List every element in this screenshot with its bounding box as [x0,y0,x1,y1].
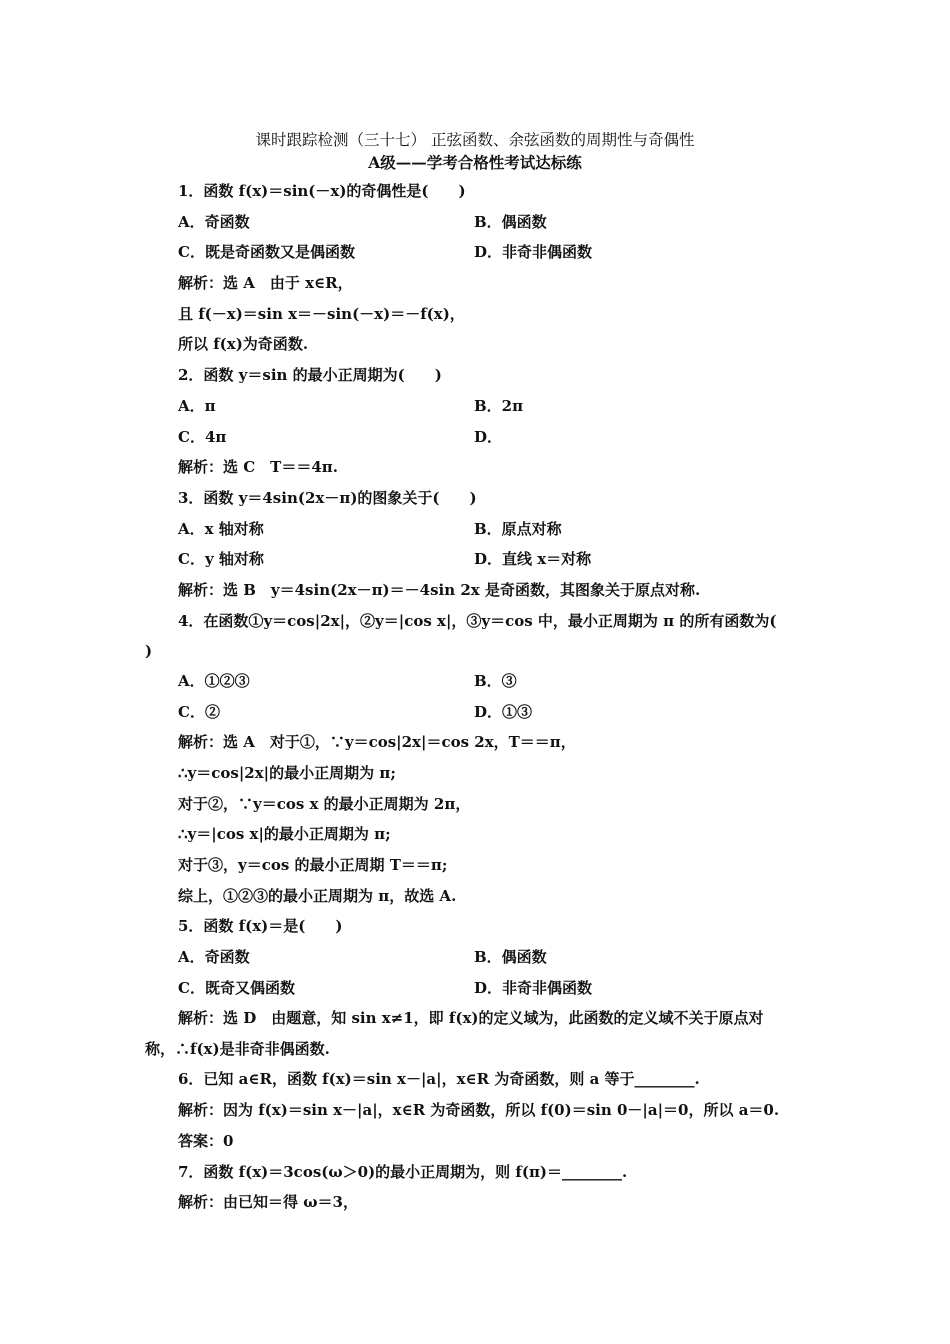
question-1-solution-line: 且 f(－x)＝sin x＝－sin(－x)＝－f(x)， [178,305,465,323]
section-title: A级——学考合格性考试达标练 [368,153,582,172]
question-1-option-c: C．既是奇函数又是偶函数 [178,243,355,261]
question-4-stem-continued: ) [145,642,153,660]
document-title: 课时跟踪检测（三十七） 正弦函数、余弦函数的周期性与奇偶性 [255,131,695,149]
question-1-option-b: B．偶函数 [474,213,547,231]
question-1-solution-line: 解析：选 A 由于 x∈R， [178,274,353,292]
question-6-answer: 答案：0 [178,1132,234,1150]
question-4-solution-line: 对于②，∵y＝cos x 的最小正周期为 2π， [178,795,471,813]
question-2-option-a: A．π [178,397,216,415]
question-1-stem: 1．函数 f(x)＝sin(－x)的奇偶性是( ) [178,182,466,200]
question-5-option-d: D．非奇非偶函数 [474,979,593,997]
question-4-option-d: D．①③ [474,703,533,721]
question-4-solution-line: 解析：选 A 对于①，∵y＝cos|2x|＝cos 2x，T＝＝π， [178,733,576,751]
question-4-solution-line: 综上，①②③的最小正周期为 π，故选 A. [178,887,457,905]
question-1-option-d: D．非奇非偶函数 [474,243,593,261]
question-4-solution-line: ∴y＝cos|2x|的最小正周期为 π; [178,764,396,782]
question-7-stem: 7．函数 f(x)＝3cos(ω＞0)的最小正周期为，则 f(π)＝________. [178,1163,628,1181]
question-6-stem: 6．已知 a∈R，函数 f(x)＝sin x－|a|，x∈R 为奇函数，则 a 等于________. [178,1070,700,1088]
question-2-option-d: D． [474,428,503,446]
question-4-option-c: C．② [178,703,220,721]
question-3-option-c: C．y 轴对称 [178,550,264,568]
question-6-solution-line: 解析：因为 f(x)＝sin x－|a|，x∈R 为奇函数，所以 f(0)＝sin 0－|a|＝0，所以 a＝0. [178,1101,780,1119]
question-3-option-b: B．原点对称 [474,520,562,538]
question-5-option-b: B．偶函数 [474,948,547,966]
question-3-option-a: A．x 轴对称 [178,520,264,538]
question-2-option-c: C．4π [178,428,227,446]
question-5-stem: 5．函数 f(x)＝是( ) [178,917,343,935]
question-5-option-c: C．既奇又偶函数 [178,979,295,997]
question-5-solution-line: 称，∴f(x)是非奇非偶函数. [145,1040,330,1058]
question-3-stem: 3．函数 y＝4sin(2x－π)的图象关于( ) [178,489,477,507]
question-7-solution-line: 解析：由已知＝得 ω＝3， [178,1193,358,1211]
question-5-solution-line: 解析：选 D 由题意，知 sin x≠1，即 f(x)的定义域为，此函数的定义域不关于原点对 [178,1009,764,1027]
question-2-option-b: B．2π [474,397,524,415]
question-4-stem: 4．在函数①y＝cos|2x|，②y＝|cos x|，③y＝cos 中，最小正周期为 π 的所有函数为( [178,612,777,630]
question-5-option-a: A．奇函数 [178,948,250,966]
question-1-solution-line: 所以 f(x)为奇函数. [178,335,309,353]
question-2-stem: 2．函数 y＝sin 的最小正周期为( ) [178,366,442,384]
question-4-solution-line: ∴y＝|cos x|的最小正周期为 π; [178,825,391,843]
question-3-option-d: D．直线 x＝对称 [474,550,592,568]
question-1-option-a: A．奇函数 [178,213,250,231]
question-3-solution-line: 解析：选 B y＝4sin(2x－π)＝－4sin 2x 是奇函数，其图象关于原点对称. [178,581,701,599]
question-2-solution-line: 解析：选 C T＝＝4π. [178,458,338,476]
question-4-option-b: B．③ [474,672,517,690]
question-4-solution-line: 对于③，y＝cos 的最小正周期 T＝＝π; [178,856,448,874]
question-4-option-a: A．①②③ [178,672,250,690]
